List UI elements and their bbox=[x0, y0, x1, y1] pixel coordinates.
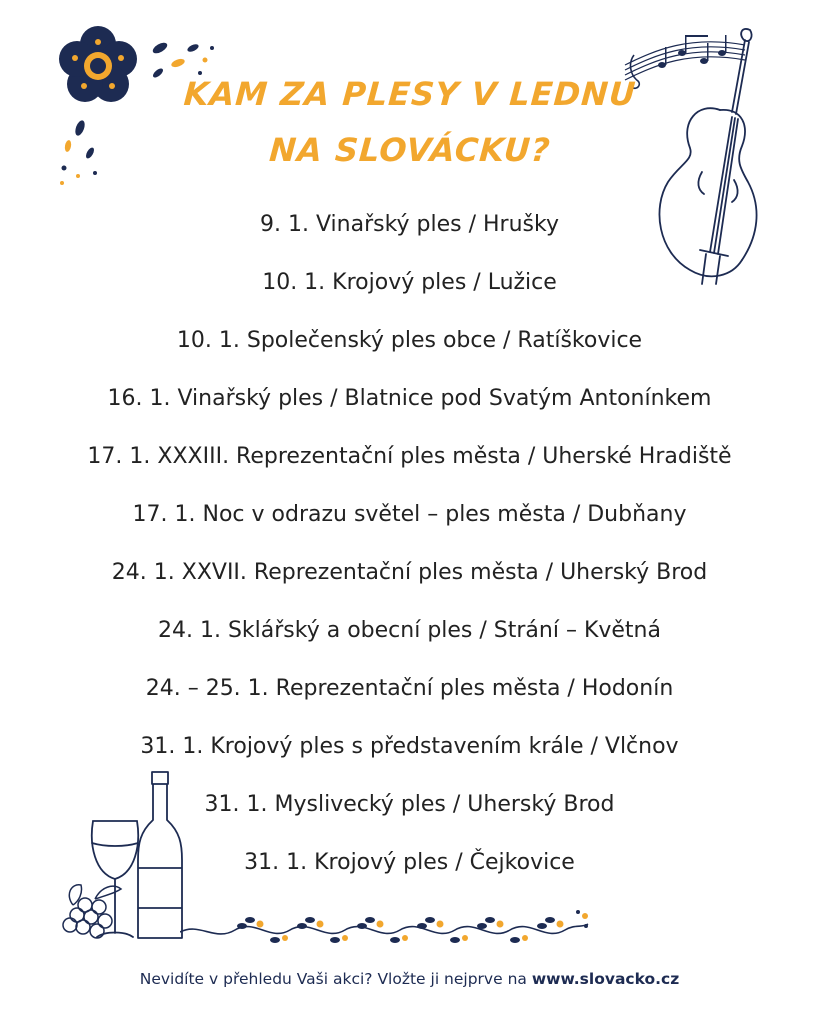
event-item: 24. 1. XXVII. Reprezentační ples města / Uherský Brod bbox=[111, 560, 708, 585]
footer-text: Nevidíte v přehledu Vaši akci? Vložte ji nejprve na bbox=[139, 970, 532, 988]
double-bass-icon bbox=[650, 22, 770, 290]
event-item: 17. 1. Noc v odrazu světel – ples města / Dubňany bbox=[132, 502, 687, 527]
folk-ornament-border-icon bbox=[180, 902, 590, 952]
event-item: 9. 1. Vinařský ples / Hrušky bbox=[260, 212, 559, 237]
event-item: 10. 1. Společenský ples obce / Ratíškovice bbox=[176, 328, 643, 353]
grapes-icon bbox=[55, 875, 135, 945]
footer-note bbox=[0, 970, 819, 988]
event-item: 17. 1. XXXIII. Reprezentační ples města / Uherské Hradiště bbox=[87, 444, 732, 469]
event-item: 24. – 25. 1. Reprezentační ples města / Hodonín bbox=[145, 676, 674, 701]
event-item: 16. 1. Vinařský ples / Blatnice pod Svatým Antonínkem bbox=[107, 386, 712, 411]
event-item: 10. 1. Krojový ples / Lužice bbox=[262, 270, 557, 295]
title-line-1: KAM ZA PLESY V LEDNU bbox=[182, 75, 638, 113]
footer-link[interactable]: www.slovacko.cz bbox=[531, 970, 680, 988]
event-item: 31. 1. Krojový ples / Čejkovice bbox=[244, 850, 575, 875]
event-item: 31. 1. Krojový ples s představením krále / Vlčnov bbox=[140, 734, 679, 759]
event-item: 31. 1. Myslivecký ples / Uherský Brod bbox=[204, 792, 615, 817]
event-item: 24. 1. Sklářský a obecní ples / Strání – Květná bbox=[158, 618, 661, 643]
title-line-2: NA SLOVÁCKU? bbox=[268, 131, 552, 169]
